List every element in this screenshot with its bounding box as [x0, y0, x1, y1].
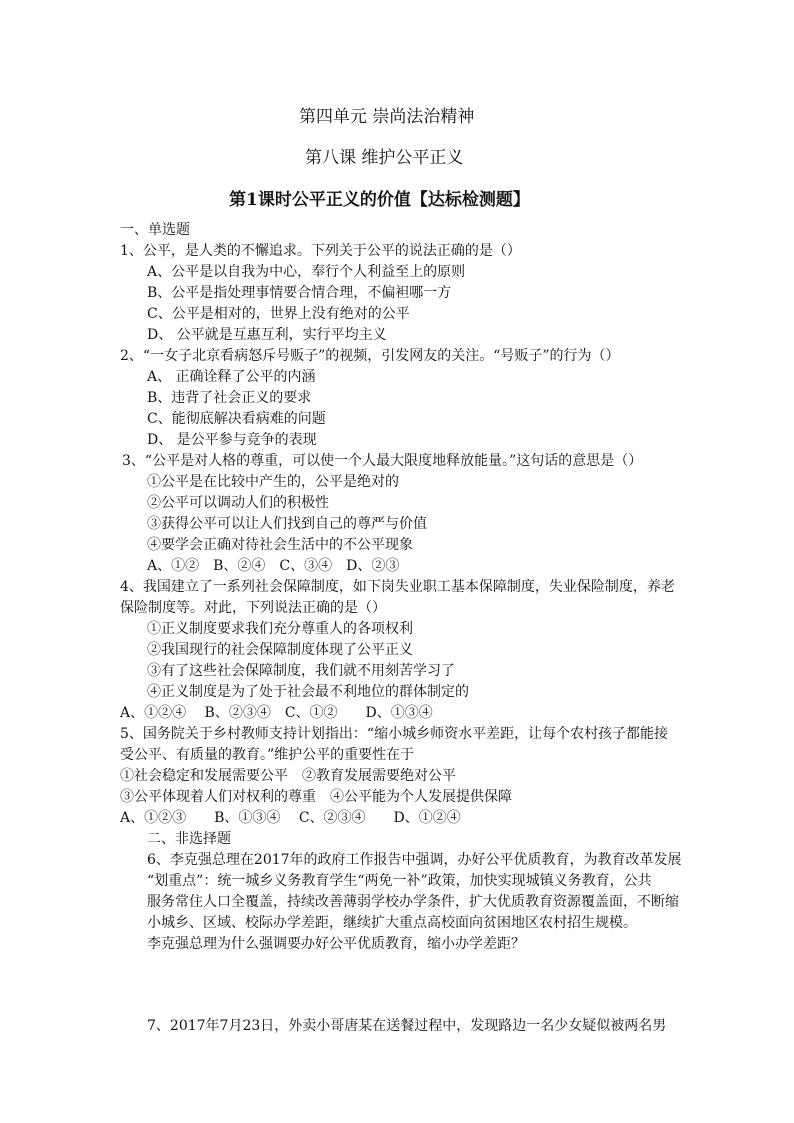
- statement-item: ②我国现行的社会保障制度体现了公平正义: [147, 642, 413, 658]
- option-item: B、违背了社会正义的要求: [147, 390, 312, 406]
- option-item: D、 公平就是互惠互利，实行平均主义: [147, 327, 387, 343]
- lesson-title: 第八课 维护公平正义: [305, 148, 464, 168]
- question-stem: 2、“一女子北京看病怒斥号贩子”的视频，引发网友的关注。“号贩子”的行为（）: [120, 348, 620, 364]
- option-item: A、 正确诠释了公平的内涵: [147, 369, 316, 385]
- answer-choices: A、①② B、②④ C、③④ D、②③: [147, 558, 400, 574]
- question-prompt: 李克强总理为什么强调要办好公平优质教育，缩小办学差距？: [147, 936, 525, 952]
- question-stem: 3、“公平是对人格的尊重，可以使一个人最大限度地释放能量。”这句话的意思是（）: [122, 453, 643, 469]
- option-item: A、公平是以自我为中心，奉行个人利益至上的原则: [147, 264, 466, 280]
- section-title: 第1课时公平正义的价值【达标检测题】: [229, 190, 530, 210]
- option-item: D、 是公平参与竞争的表现: [147, 432, 317, 448]
- paragraph-line: 服务常住人口全覆盖，持续改善薄弱学校办学条件，扩大优质教育资源覆盖面，不断缩: [147, 894, 679, 910]
- statement-item: ④正义制度是为了处于社会最不利地位的群体制定的: [147, 684, 469, 700]
- unit-title: 第四单元 崇尚法治精神: [299, 107, 475, 127]
- option-item: C、能彻底解决看病难的问题: [147, 411, 326, 427]
- statement-item: ④要学会正确对待社会生活中的不公平现象: [147, 537, 413, 553]
- statement-item: ③公平体现着人们对权利的尊重 ④公平能为个人发展提供保障: [120, 789, 512, 805]
- question-stem: 保险制度等。对此，下列说法正确的是（）: [120, 600, 386, 616]
- question-stem: 受公平、有质量的教育。”维护公平的重要性在于: [120, 747, 415, 763]
- question-stem: 1、公平，是人类的不懈追求。下列关于公平的说法正确的是（）: [120, 243, 521, 259]
- statement-item: ③获得公平可以让人们找到自己的尊严与价值: [147, 516, 427, 532]
- option-item: C、公平是相对的，世界上没有绝对的公平: [147, 306, 410, 322]
- paragraph-line: “划重点”：统一城乡义务教育学生“两免一补”政策，加快实现城镇义务教育，公共: [147, 873, 652, 889]
- statement-item: ①社会稳定和发展需要公平 ②教育发展需要绝对公平: [120, 768, 456, 784]
- paragraph-line: 7、2017年7月23日，外卖小哥唐某在送餐过程中，发现路边一名少女疑似被两名男: [147, 1018, 667, 1034]
- question-stem: 4、我国建立了一系列社会保障制度，如下岗失业职工基本保障制度，失业保险制度，养老: [120, 579, 675, 595]
- paragraph-line: 小城乡、区域、校际办学差距，继续扩大重点高校面向贫困地区农村招生规模。: [147, 915, 637, 931]
- part2-heading: 二、非选择题: [147, 831, 231, 847]
- statement-item: ①公平是在比较中产生的，公平是绝对的: [147, 474, 399, 490]
- statement-item: ②公平可以调动人们的积极性: [147, 495, 329, 511]
- answer-choices: A、①②④ B、②③④ C、①② D、①③④: [120, 705, 433, 721]
- part1-heading: 一、单选题: [120, 222, 190, 238]
- paragraph-line: 6、李克强总理在2017年的政府工作报告中强调，办好公平优质教育，为教育改革发展: [147, 852, 682, 868]
- statement-item: ③有了这些社会保障制度，我们就不用刻苦学习了: [147, 663, 455, 679]
- answer-choices: A、①②③ B、①③④ C、②③④ D、①②④: [120, 810, 461, 826]
- question-stem: 5、国务院关于乡村教师支持计划指出：“缩小城乡师资水平差距，让每个农村孩子都能接: [120, 726, 669, 742]
- statement-item: ①正义制度要求我们充分尊重人的各项权利: [147, 621, 413, 637]
- option-item: B、公平是指处理事情要合情合理，不偏袒哪一方: [147, 285, 452, 301]
